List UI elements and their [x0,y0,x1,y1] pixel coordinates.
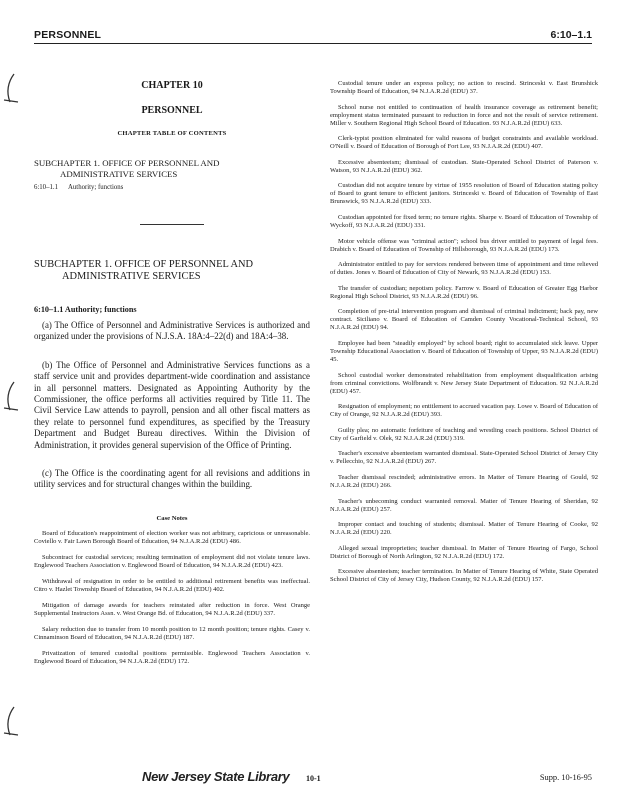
page-number: 10-1 [306,774,321,783]
margin-mark-bottom [0,705,22,745]
supplement-date: Supp. 10-16-95 [539,773,592,782]
paragraph-c: (c) The Office is the coordinating agent for all revisions and additions in utility services and for structural changes within the building. [34,468,310,490]
case-note: Privatization of tenured custodial positions permissible. Englewood Teachers Association v. Englewood Board of Education, 94 N.J.A.R.2d (EDU) 172. [34,649,310,665]
case-note: School nurse not entitled to continuation of health insurance coverage as retirement benefit; employment status terminated pursuant to reduction in force and not the result of service retirement. Miller v. Southern Regional High School Board of Education. 93 N.J.A.R.2d (EDU) 633. [330,103,598,127]
margin-mark-top [0,72,22,112]
case-note: Board of Education's reappointment of election worker was not arbitrary, capricious or unreasonable. Coviello v. Fair Lawn Borough Board of Education, 94 N.J.A.R.2d (EDU) 486. [34,529,310,545]
case-note: Teacher's unbecoming conduct warranted removal. Matter of Tenure Hearing of Sheridan, 92 N.J.A.R.2d (EDU) 257. [330,497,598,513]
case-note: Improper contact and touching of students; dismissal. Matter of Tenure Hearing of Cooke, 92 N.J.A.R.2d (EDU) 220. [330,521,598,537]
case-note: Clerk-typist position eliminated for valid reasons of budget constraints and available workload. O'Neill v. Board of Education of Borough of Fort Lee, 93 N.J.A.R.2d (EDU) 407. [330,135,598,151]
case-note: School custodial worker demonstrated rehabilitation from employment disqualification arising from criminal convictions. Wolfbrandt v. New Jersey State Department of Education. 92 N.J.A.R.2d (EDU) 457. [330,371,598,395]
case-note: Custodial tenure under an express policy; no action to rescind. Strinceski v. East Brunshick Township Board of Education, 94 N.J.A.R.2d (EDU) 37. [330,80,598,95]
margin-mark-middle [0,380,22,420]
toc-entry-title: Authority; functions [68,184,124,191]
case-note: Custodian appointed for fixed term; no tenure rights. Sharpe v. Board of Education of Township of Wyckoff, 93 N.J.A.R.2d (EDU) 331. [330,213,598,229]
case-note: Mitigation of damage awards for teachers reinstated after reduction in force. West Orange Supplemental Instructors Assn. v. West Orange Bd. of Education, 94 N.J.A.R.2d (EDU) 337. [34,601,310,617]
case-note: Motor vehicle offense was "criminal action"; school bus driver entitled to payment of legal fees. Drabich v. Board of Education of Township of Hillsborough, 93 N.J.A.R.2d (EDU) 173. [330,237,598,253]
case-note: Alleged sexual improprieties; teacher dismissal. In Matter of Tenure Hearing of Fargo, School District of Borough of North Arlington, 92 N.J.A.R.2d (EDU) 172. [330,544,598,560]
running-header [34,29,592,44]
case-note: Employee had been "steadily employed" by school board; right to accumulated sick leave. Upper Township Educational Association v. Board of Education of Township of Upper, 93 N.J.A.R.2d (EDU) 45. [330,339,598,363]
paragraph-a: (a) The Office of Personnel and Administrative Services is authorized and organized under the provisions of N.J.S.A. 18A:4–22(d) and 18A:4–38. [34,320,310,342]
subchapter-heading-line1: SUBCHAPTER 1. OFFICE OF PERSONNEL AND [34,259,254,270]
toc-entry[interactable] [34,184,310,191]
toc-subchapter-line1: SUBCHAPTER 1. OFFICE OF PERSONNEL AND [34,158,220,168]
case-note: Completion of pre-trial intervention program and dismissal of criminal indictment; back pay, new contract. Siciliano v. Board of Education of Camden County Vocational-Technical School, 93 N.J.A.R.2d (EDU) 94. [330,308,598,332]
paragraph-b: (b) The Office of Personnel and Administrative Services functions as a staff service unit and provides department-wide coordination and assistance in all personnel matters. Designated as Appointing Authority by the Commissioner, the office performs all activities required by Title 11. The Civil Service Law attends to payroll, pension and all other fiscal matters as they relate to personnel fund expenditures, as specified by the Treasury Department and Budget Bureau directives. Within the Division of Administration, it provides general supervision of the Office of Printing. [34,359,310,450]
case-note: Guilty plea; no automatic forfeiture of teaching and wrestling coach positions. School District of City of Garfield v. Olek, 92 N.J.A.R.2d (EDU) 319. [330,426,598,442]
case-note: Administrator entitled to pay for services rendered between time of appointment and time relieved of duties. Jones v. Board of Education of City of Newark, 93 N.J.A.R.2d (EDU) 153. [330,261,598,277]
right-column [330,80,598,584]
case-note: Subcontract for custodial services; resulting termination of employment did not violate tenure laws. Englewood Teachers Association v. Englewood Board of Education, 94 N.J.A.R.2d (EDU) 423. [34,553,310,569]
chapter-title: PERSONNEL [141,105,203,116]
case-note: The transfer of custodian; nepotism policy. Farrow v. Board of Education of Greater Egg Harbor Regional High School District, 93 N.J.A.R.2d (EDU) 96. [330,284,598,300]
page-footer [34,769,592,787]
section-divider [140,224,204,225]
subchapter-heading [34,259,310,283]
library-watermark: New Jersey State Library [142,769,290,784]
case-note: Teacher dismissal rescinded; administrative errors. In Matter of Tenure Hearing of Gould, 92 N.J.A.R.2d (EDU) 266. [330,473,598,489]
case-note: Salary reduction due to transfer from 10 month position to 12 month position; tenure rights. Casey v. Cinnaminson Board of Education, 94 N.J.A.R.2d (EDU) 187. [34,625,310,641]
toc-entry-number: 6:10–1.1 [34,184,58,191]
section-heading: 6:10–1.1 Authority; functions [34,305,137,314]
case-note: Resignation of employment; no entitlement to accrued vacation pay. Lowe v. Board of Education of City of Orange, 92 N.J.A.R.2d (EDU) 393. [330,403,598,419]
subchapter-heading-line2: ADMINISTRATIVE SERVICES [62,271,201,282]
case-note: Custodian did not acquire tenure by virtue of 1955 resolution of Board of Education stating policy of Board to grant tenure to efficient janitors. Strinceski v. Board of Education of Township of East Brunswick, 93 N.J.A.R.2d (EDU) 333. [330,182,598,206]
case-note: Teacher's excessive absenteeism warranted dismissal. State-Operated School District of Jersey City v. Pellecchio, 92 N.J.A.R.2d (EDU) 267. [330,450,598,466]
case-notes-title: Case Notes [156,514,188,522]
toc-title: CHAPTER TABLE OF CONTENTS [117,130,227,137]
toc-subchapter [34,158,310,180]
chapter-number: CHAPTER 10 [141,80,203,91]
case-note: Excessive absenteeism; dismissal of custodian. State-Operated School District of Paterson v. Watson, 93 N.J.A.R.2d (EDU) 362. [330,158,598,174]
header-section-number: 6:10–1.1 [550,29,592,41]
header-title: PERSONNEL [34,29,102,41]
case-note: Withdrawal of resignation in order to be entitled to additional retirement benefits was ineffectual. Citro v. Hazlet Township Board of Education, 94 N.J.A.R.2d (EDU) 402. [34,577,310,593]
case-note: Excessive absenteeism; teacher termination. In Matter of Tenure Hearing of White, State Operated School District of City of Jersey City, Hudson County, 92 N.J.A.R.2d (EDU) 157. [330,568,598,584]
left-column [34,80,310,666]
toc-subchapter-line2: ADMINISTRATIVE SERVICES [60,169,178,179]
